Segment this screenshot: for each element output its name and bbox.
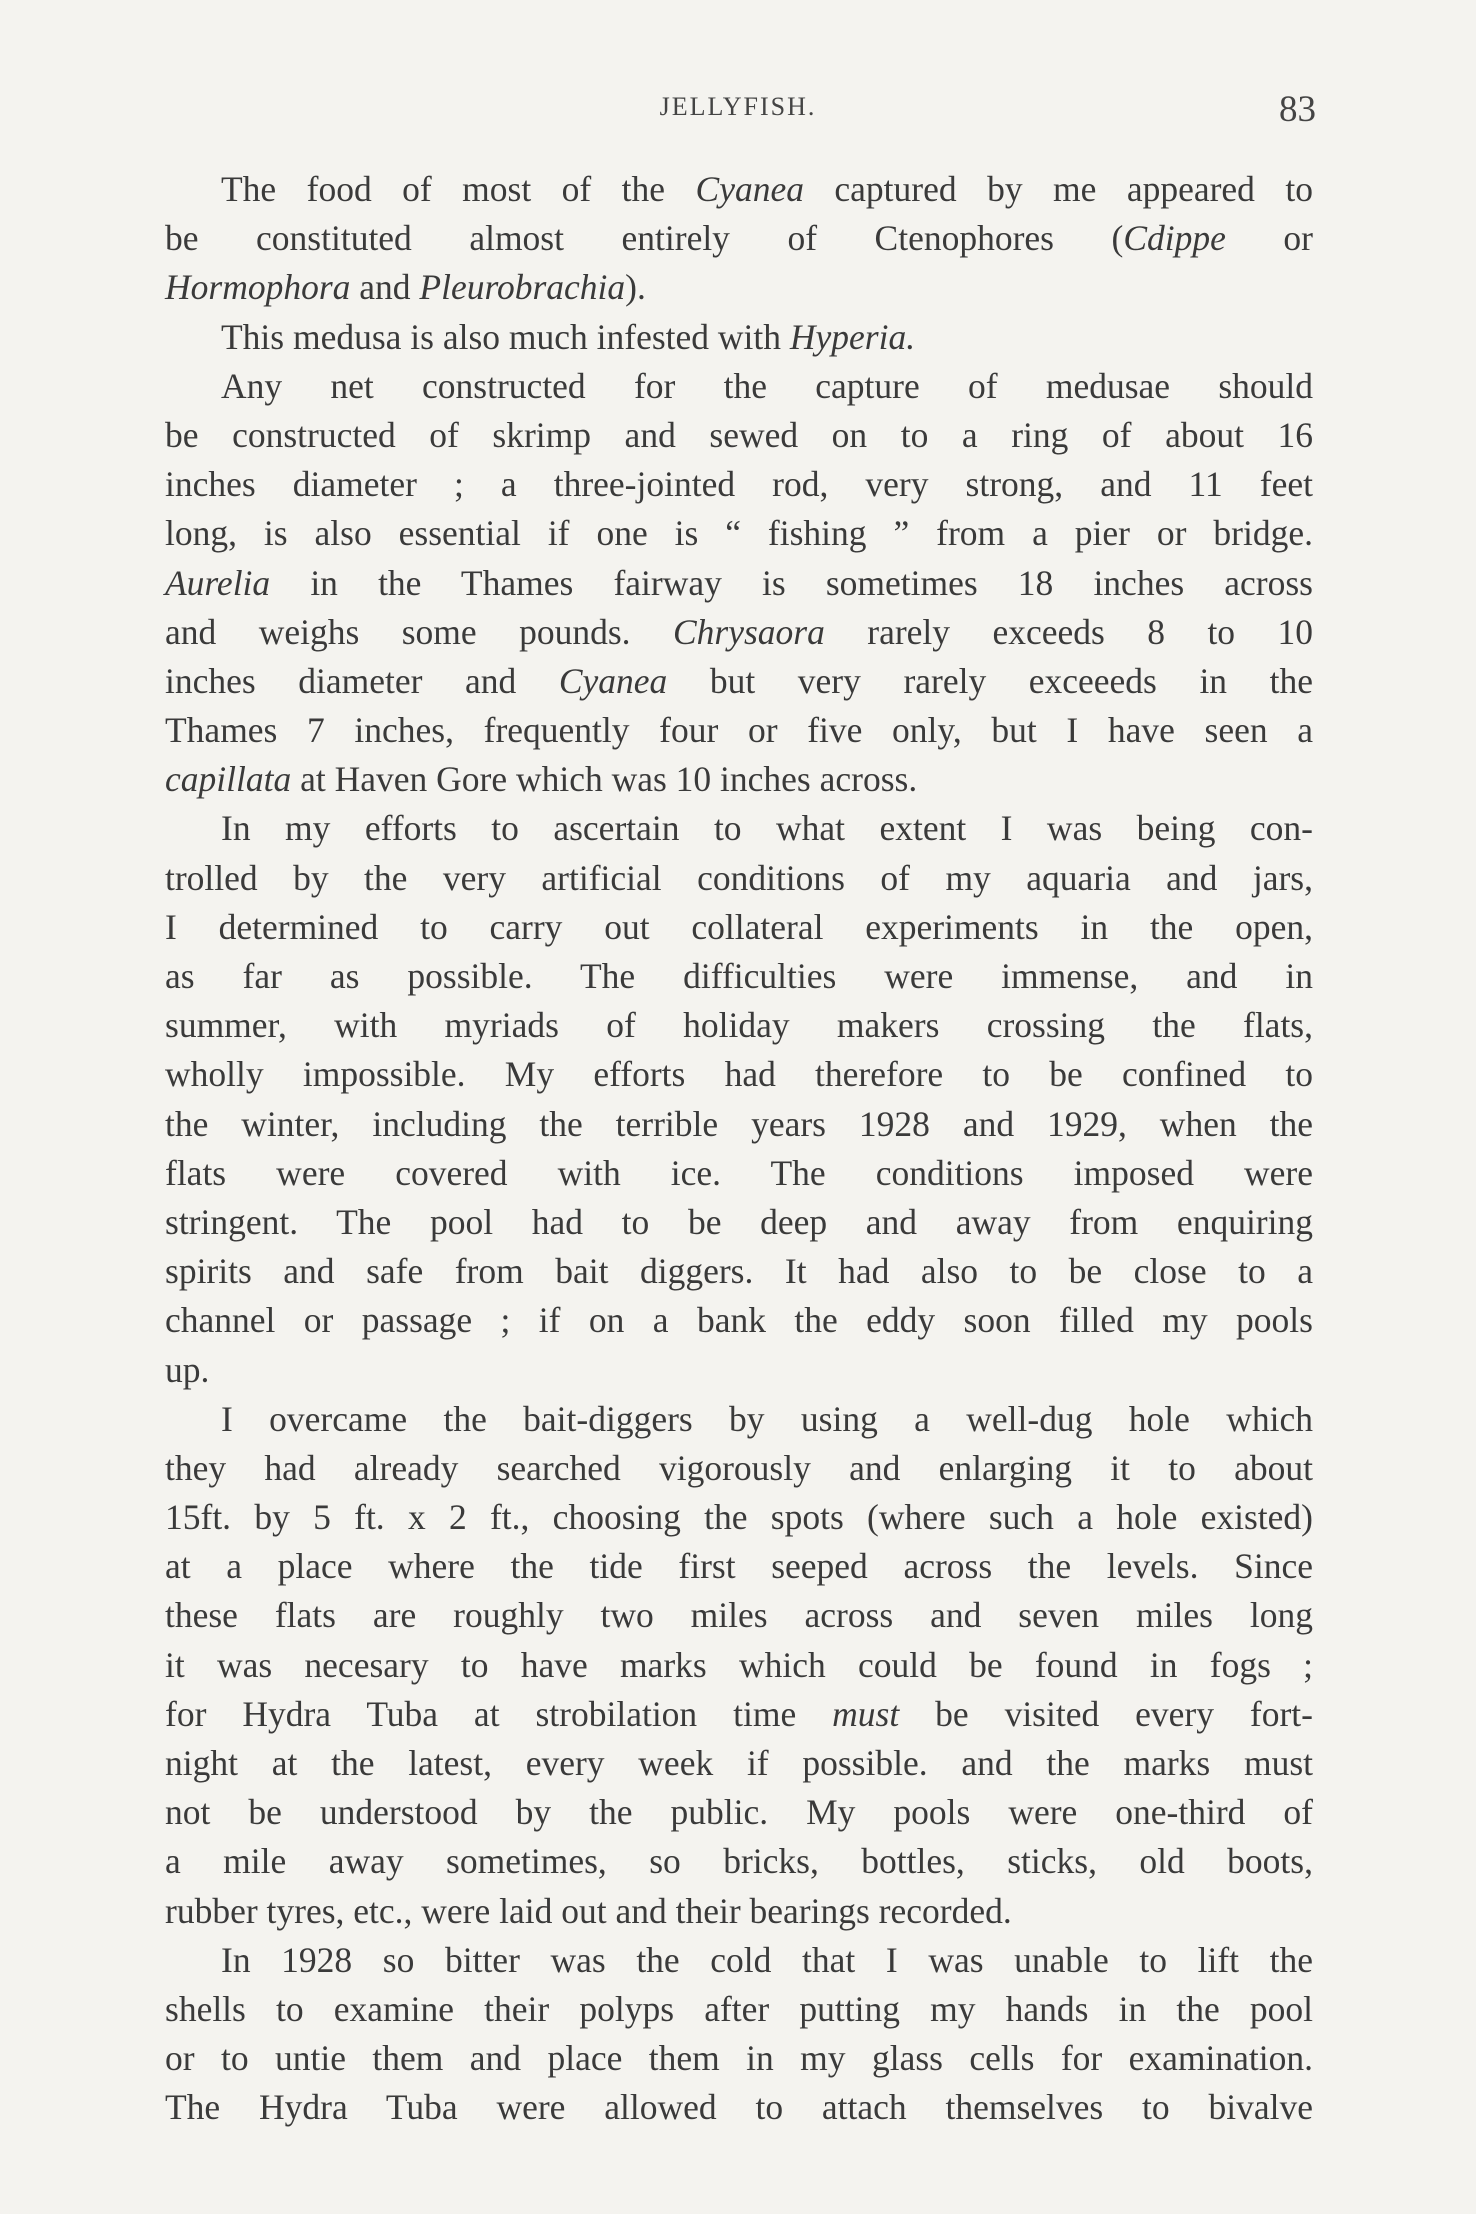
text-line — [165, 313, 1313, 362]
running-head-title: JELLYFISH. — [659, 92, 817, 121]
text-line — [165, 263, 1313, 312]
text-run: flats were covered with ice. The conditions imposed were — [165, 1152, 1313, 1193]
italic-term: capillata — [165, 759, 292, 800]
text-run: This medusa is also much infested with — [221, 316, 790, 357]
text-line — [165, 1739, 1313, 1788]
text-line — [165, 1936, 1313, 1985]
text-line — [165, 1542, 1313, 1591]
text-line — [165, 1346, 1313, 1395]
text-run: but very rarely exceeeds in the — [667, 660, 1313, 701]
text-run: Thames 7 inches, frequently four or five only, but I have seen a — [165, 710, 1313, 751]
text-run: or to untie them and place them in my glass cells for examination. — [165, 2038, 1313, 2079]
italic-term: Hyperia. — [789, 316, 916, 357]
text-run: and — [350, 267, 420, 308]
text-run: I determined to carry out collateral experiments in the open, — [165, 906, 1313, 947]
text-line — [165, 706, 1313, 755]
text-line — [165, 804, 1313, 853]
text-line — [165, 1247, 1313, 1296]
text-run: in the Thames fairway is sometimes 18 inches across — [270, 562, 1313, 603]
text-line — [165, 2083, 1313, 2132]
text-line — [165, 1296, 1313, 1345]
text-run: inches diameter ; a three-jointed rod, very strong, and 11 feet — [165, 464, 1313, 505]
page-number: 83 — [1279, 89, 1316, 130]
text-line — [165, 214, 1313, 263]
text-run: the winter, including the terrible years 1928 and 1929, when the — [165, 1103, 1313, 1144]
text-run: channel or passage ; if on a bank the eddy soon filled my pools — [165, 1300, 1313, 1341]
text-line — [165, 559, 1313, 608]
text-run: Any net constructed for the capture of medusae should — [221, 365, 1313, 406]
text-run: summer, with myriads of holiday makers crossing the flats, — [165, 1005, 1313, 1046]
italic-term: Pleurobrachia — [419, 267, 626, 308]
italic-term: must — [832, 1693, 900, 1734]
text-run: In 1928 so bitter was the cold that I was unable to lift the — [221, 1939, 1313, 1980]
text-run: at Haven Gore which was 10 inches across. — [291, 759, 918, 800]
italic-term: Hormophora — [165, 267, 351, 308]
text-run: captured by me appeared to — [803, 169, 1313, 209]
text-line — [165, 509, 1313, 558]
text-run: these flats are roughly two miles across and seven miles long — [165, 1595, 1313, 1636]
text-run: a mile away sometimes, so bricks, bottles, sticks, old boots, — [165, 1841, 1313, 1882]
text-line — [165, 755, 1313, 804]
text-line — [165, 1641, 1313, 1690]
text-line — [165, 903, 1313, 952]
text-line — [165, 1591, 1313, 1640]
body-text — [165, 165, 1313, 2133]
text-run: night at the latest, every week if possible. and the marks must — [165, 1743, 1313, 1783]
text-run: up. — [165, 1349, 210, 1390]
italic-term: Chrysaora — [672, 611, 825, 652]
text-run: rarely exceeds 8 to 10 — [824, 611, 1313, 652]
text-run: The food of most of the — [221, 169, 696, 209]
text-run: not be understood by the public. My pools were one-third of — [165, 1792, 1313, 1833]
text-run: be visited every fort- — [899, 1693, 1313, 1734]
text-run: inches diameter and — [165, 660, 559, 701]
text-line — [165, 1198, 1313, 1247]
text-line — [165, 1050, 1313, 1099]
running-head — [0, 88, 1476, 138]
text-run: as far as possible. The difficulties were immense, and in — [165, 956, 1313, 996]
text-line — [165, 362, 1313, 411]
text-line — [165, 1493, 1313, 1542]
italic-term: Aurelia — [165, 562, 271, 603]
text-run: shells to examine their polyps after putting my hands in the pool — [165, 1988, 1313, 2029]
text-run: and weighs some pounds. — [165, 611, 673, 652]
italic-term: Cdippe — [1123, 218, 1226, 259]
text-line — [165, 854, 1313, 903]
text-run: wholly impossible. My efforts had therefore to be confined to — [165, 1054, 1313, 1095]
text-line — [165, 952, 1313, 1001]
text-run: trolled by the very artificial conditions of my aquaria and jars, — [165, 857, 1313, 898]
text-line — [165, 1444, 1313, 1493]
italic-term: Cyanea — [558, 660, 668, 701]
text-line — [165, 657, 1313, 706]
text-line — [165, 1690, 1313, 1739]
text-run: long, is also essential if one is “ fishing ” from a pier or bridge. — [165, 513, 1313, 554]
text-run: for Hydra Tuba at strobilation time — [165, 1693, 833, 1734]
text-run: be constituted almost entirely of Ctenophores ( — [165, 218, 1124, 259]
text-run: The Hydra Tuba were allowed to attach themselves to bivalve — [165, 2087, 1313, 2128]
text-line — [165, 1149, 1313, 1198]
text-run: at a place where the tide first seeped across the levels. Since — [165, 1546, 1313, 1587]
text-line — [165, 1100, 1313, 1149]
italic-term: Cyanea — [695, 169, 804, 209]
text-line — [165, 1985, 1313, 2034]
text-run: it was necesary to have marks which could be found in fogs ; — [165, 1644, 1313, 1685]
text-line — [165, 1788, 1313, 1837]
text-run: rubber tyres, etc., were laid out and their bearings recorded. — [165, 1890, 1012, 1931]
text-run: spirits and safe from bait diggers. It had also to be close to a — [165, 1251, 1313, 1292]
text-run: I overcame the bait-diggers by using a well-dug hole which — [221, 1398, 1313, 1439]
text-run: they had already searched vigorously and enlarging it to about — [165, 1447, 1313, 1488]
text-run: stringent. The pool had to be deep and away from enquiring — [165, 1201, 1313, 1242]
text-line — [165, 165, 1313, 214]
text-line — [165, 1837, 1313, 1886]
text-line — [165, 2034, 1313, 2083]
text-run: or — [1225, 218, 1313, 259]
text-run: ). — [625, 267, 646, 308]
text-run: be constructed of skrimp and sewed on to a ring of about 16 — [165, 414, 1313, 455]
text-line — [165, 411, 1313, 460]
text-run: 15ft. by 5 ft. x 2 ft., choosing the spots (where such a hole existed) — [165, 1497, 1313, 1538]
text-line — [165, 460, 1313, 509]
text-line — [165, 1001, 1313, 1050]
text-line — [165, 608, 1313, 657]
text-line — [165, 1395, 1313, 1444]
text-line — [165, 1887, 1313, 1936]
text-run: In my efforts to ascertain to what extent I was being con- — [221, 808, 1313, 849]
